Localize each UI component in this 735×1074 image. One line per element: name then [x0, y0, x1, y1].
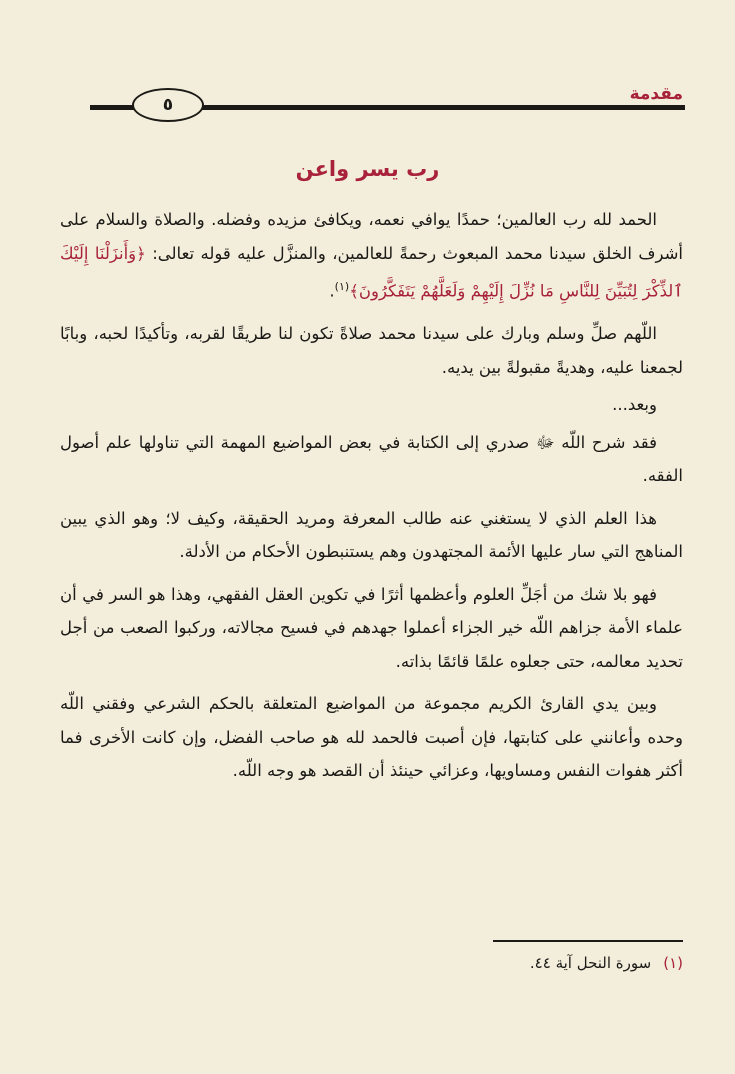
paragraph-opening-text: الحمد لله رب العالمين؛ حمدًا يوافي نعمه، ويكافئ مزيده وفضله. والصلاة والسلام على أشرف الخلق سيدنا محمد المبعوث رحمةً للعالمين، والمنزَّل عليه قوله تعالى: — [60, 210, 683, 263]
footnote-rule — [493, 940, 683, 942]
footnote-marker: (١) — [334, 280, 350, 293]
paragraph-opening — [60, 203, 683, 308]
footnote-number: (١) — [663, 954, 683, 972]
paragraph-importance: فهو بلا شك من أجَلِّ العلوم وأعظمها أثرًا في تكوين العقل الفقهي، وهذا هو السر في أن علماء الأمة جزاهم اللّه خير الجزاء أعملوا جهدهم في فسيح مجالاته، وركبوا الصعب من أجل تحديد معالمه، حتى جعلوه علمًا قائمًا بذاته. — [60, 584, 683, 671]
body-text — [60, 203, 683, 797]
paragraph-science: هذا العلم الذي لا يستغني عنه طالب المعرفة ومريد الحقيقة، وكيف لا؛ وهو الذي يبين المناهج التي سار عليها الأئمة المجتهدون وهم يستنبطون الأحكام من الأدلة. — [60, 508, 683, 561]
quran-verse: ﴿وَأَنزَلْنَا إِلَيْكَ ٱلذِّكْرَ لِتُبَيِّنَ لِلنَّاسِ مَا نُزِّلَ إِلَيْهِمْ وَلَعَلَّهُمْ يَتَفَكَّرُونَ﴾ — [60, 243, 683, 301]
paragraph-opening-end: . — [329, 281, 335, 301]
footnote — [530, 954, 683, 972]
paragraph-purpose: فقد شرح اللّه ﷻ صدري إلى الكتابة في بعض المواضيع المهمة التي تناولها علم أصول الفقه. — [60, 432, 683, 485]
paragraph-conclusion: وبين يدي القارئ الكريم مجموعة من المواضيع المتعلقة بالحكم الشرعي وفقني اللّه وحده وأعانني على كتابتها، فإن أصبت فالحمد لله هو صاحب الفضل، وإن كانت الأخرى فما أكثر هفوات النفس ومساويها، وعزائي حينئذ أن القصد هو وجه اللّه. — [60, 694, 683, 780]
footnote-text: سورة النحل آية ٤٤. — [529, 954, 652, 972]
paragraph-transition: وبعد... — [612, 395, 657, 414]
running-header-title: مقدمة — [629, 84, 683, 104]
page-number: ٥ — [132, 88, 204, 122]
paragraph-prayer: اللّهم صلِّ وسلم وبارك على سيدنا محمد صلاةً تكون لنا طريقًا لقربه، وتأكيدًا لحبه، وبابًا لجمعنا عليه، وهديةً مقبولةً بين يديه. — [60, 324, 683, 377]
section-heading: رب يسر واعن — [295, 157, 440, 181]
